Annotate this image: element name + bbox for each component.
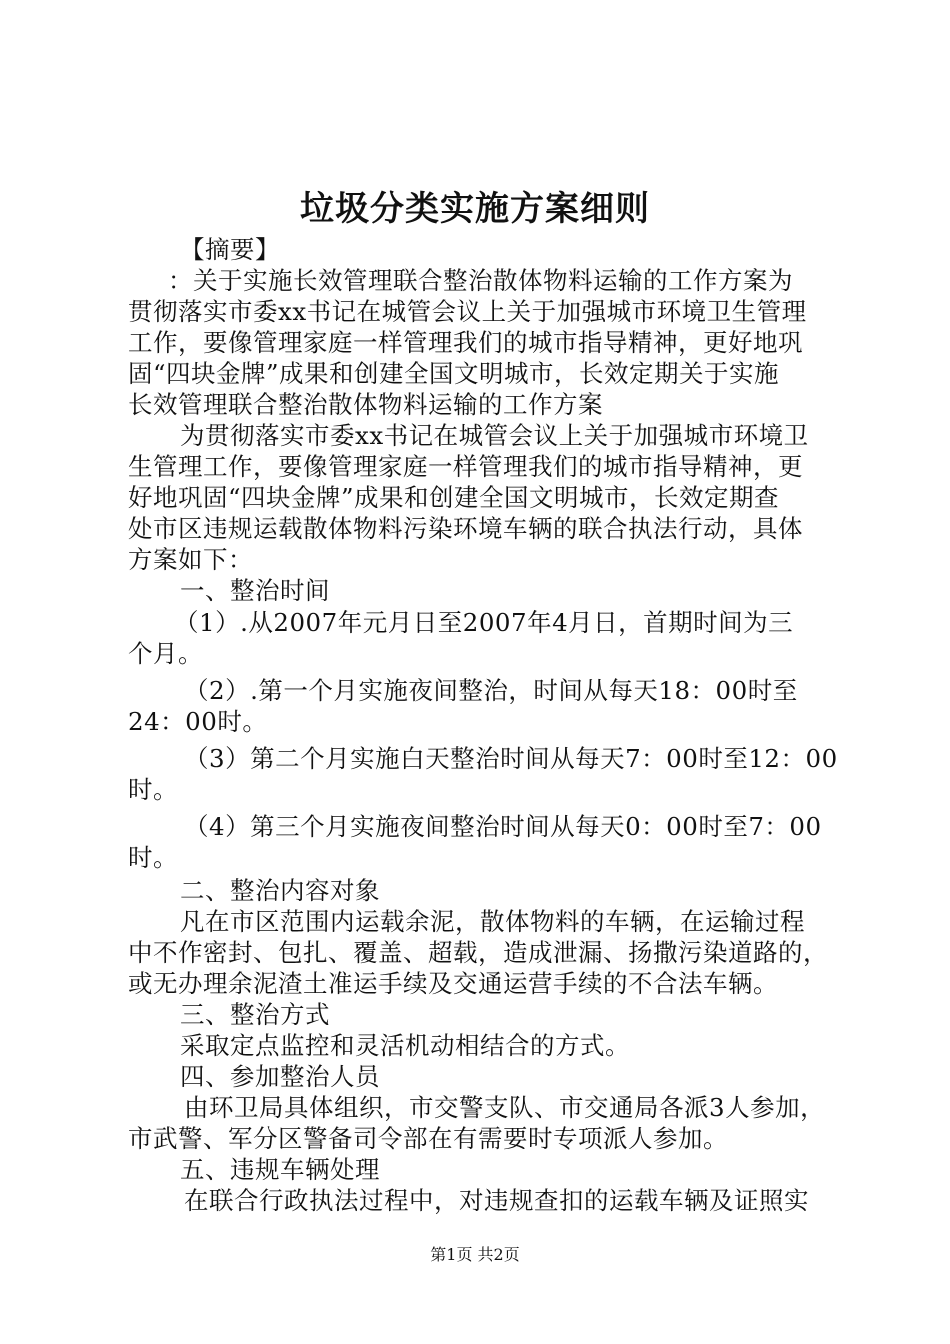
section-heading: 四、参加整治人员 <box>180 1062 380 1091</box>
paragraph-line: 在联合行政执法过程中，对违规查扣的运载车辆及证照实 <box>184 1186 809 1215</box>
document-body <box>128 234 838 1216</box>
document-title: 垃圾分类实施方案细则 <box>300 189 650 229</box>
paragraph-line: 生管理工作，要像管理家庭一样管理我们的城市指导精神，更 <box>128 452 803 481</box>
paragraph-line: ：关于实施长效管理联合整治散体物料运输的工作方案为 <box>168 266 793 295</box>
paragraph-line: 由环卫局具体组织，市交警支队、市交通局各派3人参加， <box>184 1093 826 1122</box>
paragraph-line: 方案如下： <box>128 545 253 574</box>
list-item-continuation: 24：00时。 <box>128 707 268 736</box>
list-item-continuation: 时。 <box>128 843 178 872</box>
list-item: （2）.第一个月实施夜间整治，时间从每天18：00时至 <box>184 676 798 705</box>
section-heading: 三、整治方式 <box>180 1000 330 1029</box>
paragraph-line: 工作，要像管理家庭一样管理我们的城市指导精神，更好地巩 <box>128 328 803 357</box>
list-item: （3）第二个月实施白天整治时间从每天7：00时至12：00 <box>184 744 838 773</box>
abstract-label: 【摘要】 <box>180 235 280 264</box>
paragraph-line: 凡在市区范围内运载余泥，散体物料的车辆，在运输过程 <box>180 907 805 936</box>
paragraph-line: 贯彻落实市委xx书记在城管会议上关于加强城市环境卫生管理 <box>128 297 807 326</box>
paragraph-line: 处市区违规运载散体物料污染环境车辆的联合执法行动，具体 <box>128 514 803 543</box>
list-item-continuation: 时。 <box>128 775 178 804</box>
paragraph-line: 固“四块金牌”成果和创建全国文明城市，长效定期关于实施 <box>128 359 780 388</box>
paragraph-line: 好地巩固“四块金牌”成果和创建全国文明城市，长效定期查 <box>128 483 780 512</box>
section-heading: 二、整治内容对象 <box>180 876 380 905</box>
paragraph-line: 中不作密封、包扎、覆盖、超载，造成泄漏、扬撒污染道路的， <box>128 938 828 967</box>
paragraph-line: 为贯彻落实市委xx书记在城管会议上关于加强城市环境卫 <box>180 421 809 450</box>
paragraph-line: 长效管理联合整治散体物料运输的工作方案 <box>128 390 603 419</box>
list-item: （1）.从2007年元月日至2007年4月日，首期时间为三 <box>174 608 794 637</box>
paragraph-line: 市武警、军分区警备司令部在有需要时专项派人参加。 <box>128 1124 728 1153</box>
list-item: （4）第三个月实施夜间整治时间从每天0：00时至7：00 <box>184 812 822 841</box>
list-item-continuation: 个月。 <box>128 639 203 668</box>
paragraph-line: 或无办理余泥渣土准运手续及交通运营手续的不合法车辆。 <box>128 969 778 998</box>
page-number-footer: 第1页 共2页 <box>430 1245 520 1264</box>
section-heading: 一、整治时间 <box>180 576 330 605</box>
section-heading: 五、违规车辆处理 <box>180 1155 380 1184</box>
paragraph-line: 采取定点监控和灵活机动相结合的方式。 <box>180 1031 630 1060</box>
